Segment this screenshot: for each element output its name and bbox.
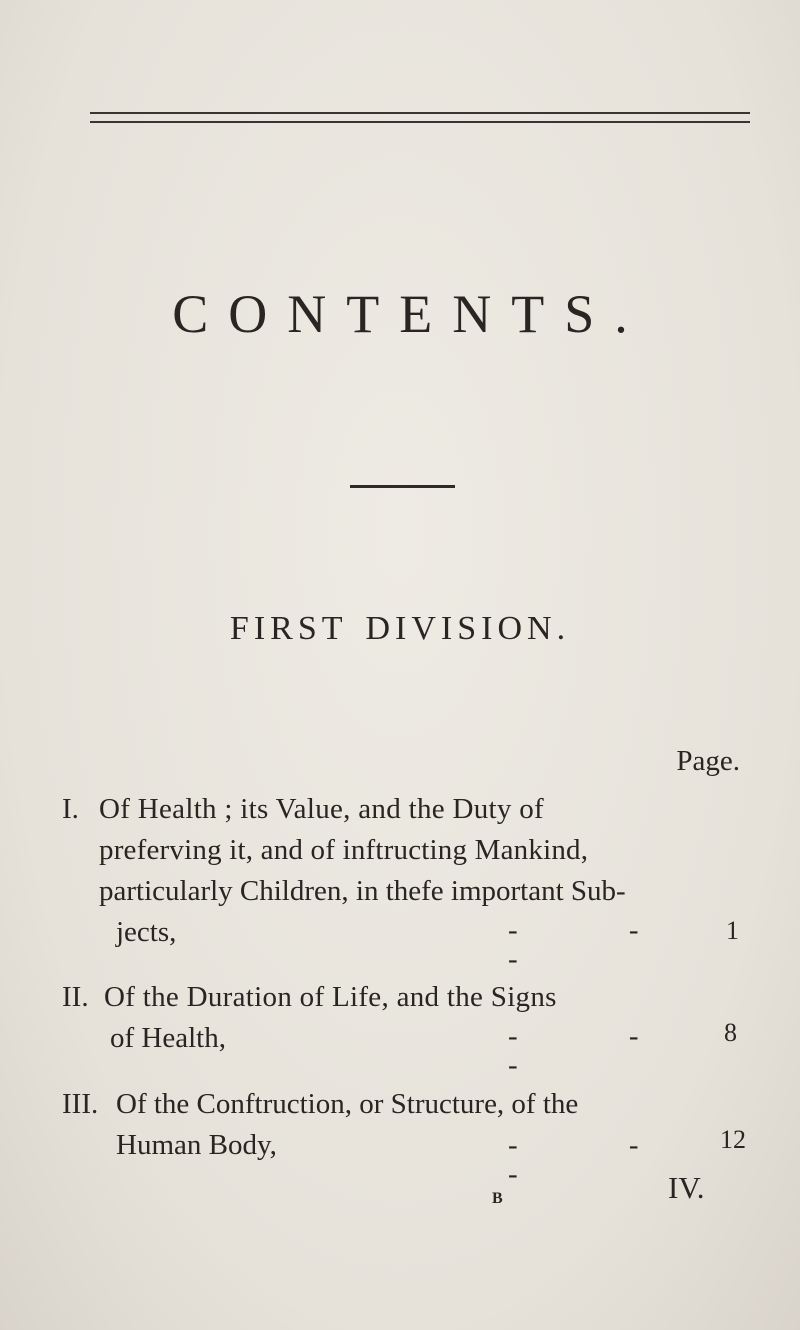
- entry-text-line: Human Body,: [116, 1129, 277, 1161]
- leader-dashes: - - -: [508, 914, 691, 975]
- leader-dashes: - - -: [508, 1129, 691, 1190]
- entry-text-line: of Health,: [110, 1022, 226, 1054]
- catchword: IV.: [668, 1170, 705, 1205]
- top-double-rule: [90, 112, 750, 123]
- division-first-word: FIRST: [229, 610, 348, 647]
- division-second-word: DIVISION.: [365, 610, 571, 647]
- contents-title: CONTENTS.: [172, 284, 648, 344]
- entry-text-line: Of the Duration of Life, and the Signs: [104, 981, 557, 1013]
- entry-numeral: III.: [62, 1088, 99, 1120]
- leader-dashes: - - -: [508, 1020, 691, 1081]
- entry-page-number: 8: [724, 1018, 737, 1047]
- division-heading: [0, 612, 800, 646]
- entry-text-line: particularly Children, in thefe important Sub-: [99, 875, 626, 907]
- entry-text-line: jects,: [116, 916, 177, 948]
- page-column-label: Page.: [676, 745, 740, 777]
- entry-page-number: 1: [726, 916, 739, 945]
- entry-numeral: I.: [62, 793, 79, 825]
- signature-mark: B: [492, 1190, 503, 1207]
- entry-text-line: preferving it, and of inftructing Mankind,: [99, 834, 589, 866]
- entry-text-line: Of the Conftruction, or Structure, of the: [116, 1088, 579, 1120]
- section-divider-rule: [350, 485, 455, 488]
- entry-text-line: Of Health ; its Value, and the Duty of: [99, 793, 544, 825]
- entry-page-number: 12: [720, 1125, 746, 1154]
- entry-numeral: II.: [62, 981, 89, 1013]
